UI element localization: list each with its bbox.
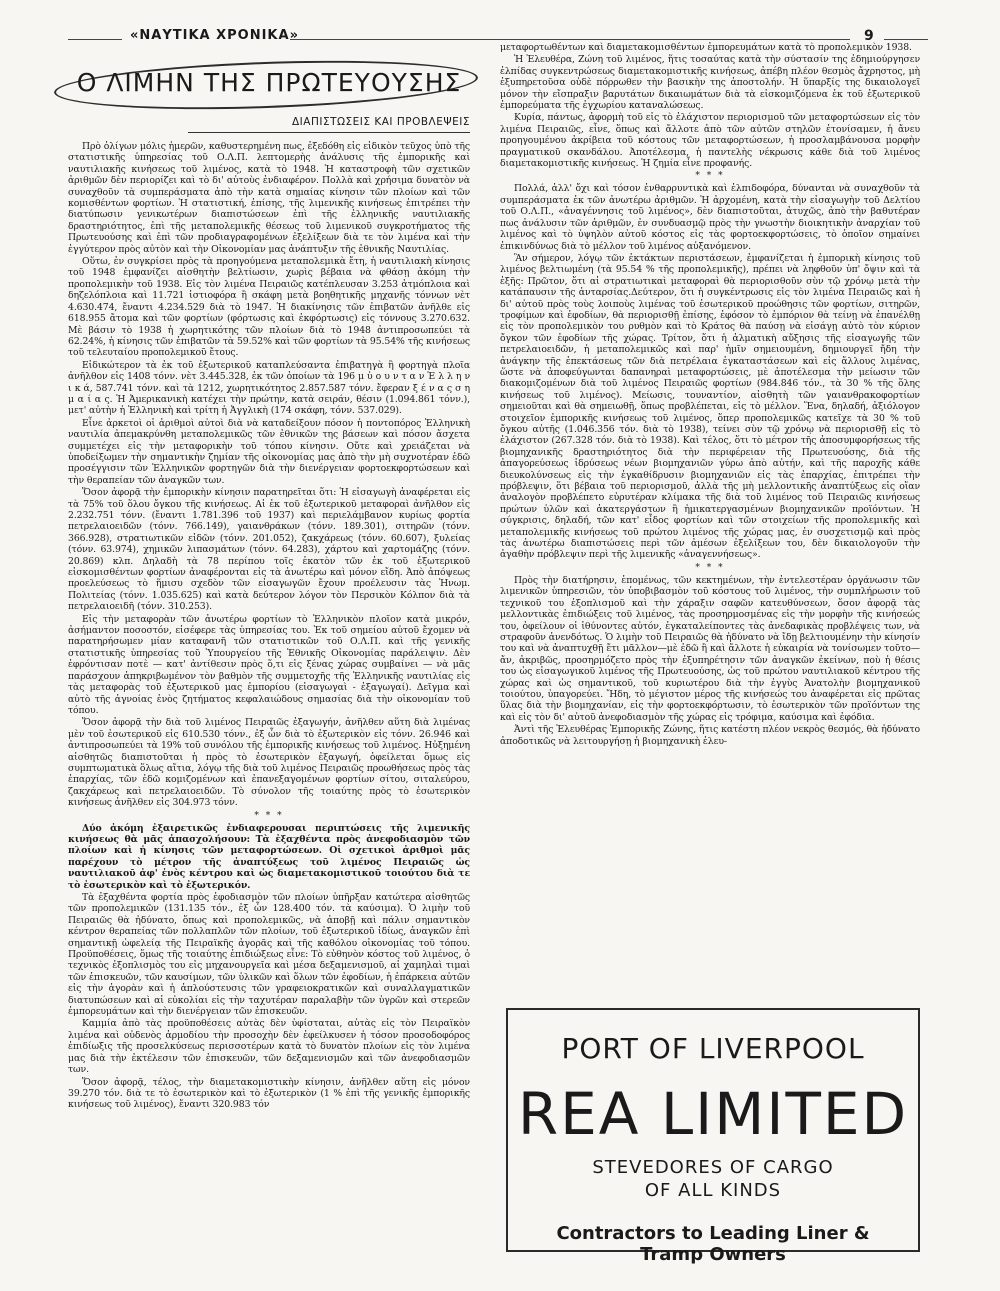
paragraph: Ἡ Ἐλευθέρα, Ζώνη τοῦ λιμένος, ἥτις τοσαύτας κατὰ τὴν σύστασίν της ἐδημιούργησεν ἐλπίδας συγκεντρώσεως διαμετακομιστικῆς κινήσεως, ἀπέβη πλέον θεσμὸς ἄχρηστος, μὴ ἐξυπηρετοῦσα οὐδὲ πόρρωθεν τὴν βασικὴν της ἀποστολήν. Ἡ ὕπαρξίς της δικαιολογεῖ μόνον τὴν εἴσπραξιν βαρυτάτων δικαιωμάτων διὰ τὰ εἰσκομιζόμενα ἐκ τοῦ ἐξωτερικοῦ ἐμπορεύματα τῆς ἐγχωρίου καταναλώσεως. bbox=[500, 54, 920, 112]
ad-company-name: REA LIMITED bbox=[517, 1080, 909, 1148]
left-column bbox=[68, 64, 470, 1112]
paragraph: Ὅσον ἀφορᾷ τὴν διὰ τοῦ λιμένος Πειραιῶς ἐξαγωγήν, ἀνῆλθεν αὕτη διὰ λιμένας μὲν τοῦ ἐσωτερικοῦ εἰς 610.530 τόνν., ἐξ ὧν διὰ τὸ ἐξωτερικὸν εἰς τόνν. 26.946 καὶ ἀντιπροσωπεύει τὰ 19% τοῦ συνόλου τῆς ἐμπορικῆς κινήσεως τοῦ λιμένος. Ηὐξημένη αἰσθητῶς διαπιστοῦται ἡ πρὸς τὸ ἐσωτερικὸν ἐξαγωγή, ὀφείλεται ὅμως εἰς συμπτωματικὰ ὅλως αἴτια, λόγῳ τῆς διὰ τοῦ λιμένος Πειραιῶς προωθήσεως πρὸς τὰς ἐπαρχίας, τῶν ἐδῶ κομιζομένων καὶ ἐπανεξαγομένων φορτίων σίτου, σιταλεύρου, ζακχάρεως καὶ πετρελαιοειδῶν. Τὸ σύνολον τῆς τοιαύτης πρὸς τὸ ἐσωτερικὸν κινήσεως ἀνῆλθεν εἰς 304.973 τόνν. bbox=[68, 717, 470, 809]
ad-service-line-1: STEVEDORES OF CARGO bbox=[592, 1157, 834, 1178]
paragraph: Οὕτω, ἐν συγκρίσει πρὸς τὰ προηγούμενα μεταπολεμικὰ ἔτη, ἡ ναυτιλιακὴ κίνησις τοῦ 1948 ἐμφανίζει αἰσθητὴν βελτίωσιν, χωρὶς βέβαια νὰ φθάσῃ ἀκόμη τὴν προπολεμικὴν τοῦ 1938. Εἰς τὸν λιμένα Πειραιῶς κατέπλευσαν 3.253 ἀτμόπλοια καὶ δηζελόπλοια καὶ 11.721 ἱστιοφόρα ἢ σκάφη μετὰ βοηθητικῆς μηχανῆς τόννων νὲτ 4.630.474, ἔναντι 4.234.529 διὰ τὸ 1947. Ἡ διακίνησις τῶν ἐπιβατῶν ἀνῆλθε εἰς 618.955 ἄτομα καὶ τῶν φορτίων (φόρτωσις καὶ ἐκφόρτωσις) εἰς τόννους 3.270.632. Μὲ βάσιν τὸ 1938 ἡ χωρητικότης τῶν πλοίων διὰ τὸ 1948 ἀντιπροσωπεύει τὰ 62.24%, ἡ κίνησις τῶν ἐπιβατῶν τὰ 59.52% καὶ τῶν φορτίων τὰ 95.54% τῆς κινήσεως τοῦ τελευταίου προπολεμικοῦ ἔτους. bbox=[68, 256, 470, 359]
article-subtitle: ΔΙΑΠΙΣΤΩΣΕΙΣ ΚΑΙ ΠΡΟΒΛΕΨΕΙΣ bbox=[291, 116, 470, 128]
ad-contractors bbox=[508, 1223, 918, 1265]
ad-service-line-2: OF ALL KINDS bbox=[644, 1180, 782, 1201]
paragraph: Εἰς τὴν μεταφορὰν τῶν ἀνωτέρω φορτίων τὸ Ἑλληνικὸν πλοῖον κατὰ μικρόν, ἀσήμαντον ποσοστόν, εἰσέφερε τὰς ὑπηρεσίας του. Ἐκ τοῦ σημείου αὐτοῦ ἔχομεν νὰ παρατηρήσωμεν μίαν καταφανῆ τῶν στατιστικῶν τοῦ Ο.Λ.Π. καὶ τῆς γενικῆς στατιστικῆς ὑπηρεσίας τοῦ Ὑπουργείου τῆς Ἐθνικῆς Οἰκονομίας παράλειψιν. Δὲν ἐφρόντισαν ποτὲ — κατ' ἀντίθεσιν πρὸς ὅ,τι εἰς ξένας χώρας συμβαίνει — νὰ μᾶς παράσχουν ἀπηκριβωμένον τὸν βαθμὸν τῆς συμμετοχῆς τῆς Ἑλληνικῆς ναυτιλίας εἰς τὰς μεταφορὰς τοῦ ἐξωτερικοῦ μας ἐμπορίου (εἰσαγωγαὶ - ἐξαγωγαί). Δεῖγμα καὶ αὐτὸ τῆς ἀγνοίας ἑνὸς ζητήματος κεφαλαιώδους σημασίας διὰ τὴν οἰκονομίαν τοῦ τόπου. bbox=[68, 613, 470, 716]
paragraph: Πρὸς τὴν διατήρησιν, ἑπομένως, τῶν κεκτημένων, τὴν ἐντελεστέραν ὀργάνωσιν τῶν λιμενικῶν ὑπηρεσιῶν, τὸν ὑποβιβασμὸν τοῦ κόστους τοῦ λιμένος, τὴν συμπλήρωσιν τοῦ τεχνικοῦ του ἐξοπλισμοῦ καὶ τὴν χάραξιν σαφῶν κατευθύνσεων, ὅσον ἀφορᾷ τὰς μελλοντικὰς ἐπιδιώξεις τοῦ λιμένος, τὰς προσηρμοσμένας εἰς τὴν μορφὴν τῆς κινήσεώς του, ὀφείλουν οἱ ἰθύνοντες αὐτόν, ἐγκαταλείποντες τὰς ἀνεδαφικὰς προβλέψεις των, νὰ στραφοῦν ἀνενδότως. Ὁ λιμὴν τοῦ Πειραιῶς θὰ ἠδύνατο νὰ ἴδῃ βελτιουμένην τὴν κίνησίν του καὶ νὰ ἀναπτυχθῇ ἔτι μᾶλλον—μὲ ἐδῶ ἢ καὶ ἄλλοτε ἡ εὐκαιρία νὰ τονίσωμεν τοῦτο—ἄν, ἀκριβῶς, προσηρμόζετο πρὸς τὴν ἐξυπηρέτησιν τῶν ἀναγκῶν ἐκείνων, ποὺ ἡ θέσις του ὡς εἰσαγωγικοῦ λιμένος τῆς Πρωτευούσης, ὡς τοῦ πρώτου ναυτιλιακοῦ κέντρου τῆς χώρας καὶ ὡς σημαντικοῦ, τοῦ κυριωτέρου διὰ τὴν ἐγγὺς Ἀνατολὴν βιομηχανικοῦ τοιούτου, ὑπαγορεύει. Ἤδη, τὸ μέγιστον μέρος τῆς κινήσεώς του ἀναφέρεται εἰς πρῶτας ὕλας διὰ τὴν βιομηχανίαν, εἰς τὴν φορτοεκφόρτωσιν, τὸ ἐσωτερικὸν τῶν προϊόντων της καὶ εἰς τὸν δι' αὐτοῦ ἀνεφοδιασμὸν τῆς χώρας εἰς τρόφιμα, καύσιμα καὶ ἐφόδια. bbox=[500, 574, 920, 723]
header-rule-left bbox=[68, 39, 122, 40]
header-rule-right bbox=[884, 39, 928, 40]
paragraph: Ὅσον ἀφορᾷ τὴν ἐμπορικὴν κίνησιν παρατηρεῖται ὅτι: Ἡ εἰσαγωγὴ ἀναφέρεται εἰς τὰ 75% τοῦ ὅλου ὄγκου τῆς κινήσεως. Αἱ ἐκ τοῦ ἐξωτερικοῦ μεταφοραὶ ἀνῆλθον εἰς 2.232.751 τόνν. (ἔναντι 1.781.396 τοῦ 1937) καὶ περιελάμβανον κυρίως φορτία πετρελαιοειδῶν (τόνν. 766.149), γαιανθράκων (τόνν. 189.301), σιτηρῶν (τόνν. 366.928), στρατιωτικῶν εἰδῶν (τόνν. 201.052), ζακχάρεως (τόνν. 60.607), ξυλείας (τόνν. 63.974), χημικῶν λιπασμάτων (τόνν. 64.283), χάρτου καὶ χαρτομάζης (τόνν. 20.869) κλπ. Δηλαδὴ τὰ 78 περίπου τοῖς ἑκατὸν τῶν ἐκ τοῦ ἐξωτερικοῦ εἰσκομισθέντων φορτίων ἀναφέρονται εἰς τὰ ἀνωτέρω καὶ μόνον εἴδη. Ἀπὸ ἀπόψεως προελεύσεως τὸ ἥμισυ σχεδὸν τῶν εἰσαγωγῶν ἔχουν προέλευσιν τὰς Ἡνωμ. Πολιτείας (τόνν. 1.035.625) καὶ κατὰ δεύτερον λόγον τὸν Περσικὸν Κόλπον διὰ τὰ πετρελαιοειδῆ (τόνν. 310.253). bbox=[68, 487, 470, 613]
rea-limited-advertisement bbox=[506, 1008, 920, 1265]
paragraph: Κυρία, πάντως, ἀφορμὴ τοῦ εἰς τὸ ἐλάχιστον περιορισμοῦ τῶν μεταφορτώσεων εἰς τὸν λιμένα Πειραιῶς, εἶνε, ὅπως καὶ ἄλλοτε ἀπὸ τῶν αὐτῶν στηλῶν ἐτονίσαμεν, ἡ ἄνευ προηγουμένου ἀκρίβεια τοῦ κόστους τῶν μεταφορτώσεων, ἡ προσλαμβάνουσα μορφὴν πραγματικοῦ σκανδάλου. Ἀποτέλεσμα, ἡ παντελὴς νέκρωσις κάθε διὰ τοῦ λιμένος διαμετακομιστικῆς κινήσεως. Ἡ ζημία εἶνε προφανής. bbox=[500, 112, 920, 170]
paragraph: Τὰ ἐξαχθέντα φορτία πρὸς ἐφοδιασμὸν τῶν πλοίων ὑπῆρξαν κατώτερα αἰσθητῶς τῶν προπολεμικῶν (131.135 τόν., ἐξ ὧν 128.400 τόν. τὰ καύσιμα). Ὁ λιμὴν τοῦ Πειραιῶς θὰ ἠδύνατο, ὅπως καὶ προπολεμικῶς, νὰ ἀποβῇ καὶ πάλιν σημαντικὸν κέντρον θεραπείας τῶν πολλαπλῶν τῶν πλοίων, τοῦ ἐξωτερικοῦ ἰδίως, ἀναγκῶν ἐπὶ σημαντικῇ ὠφελείᾳ τῆς Πειραϊκῆς ἀγορᾶς καὶ τῆς καθόλου οἰκονομίας τοῦ τόπου. Προϋποθέσεις, ὅμως τῆς τοιαύτης ἐπιδιώξεως εἶνε: Τὸ εὐθηνὸν κόστος τοῦ λιμένος, ὁ τεχνικὸς ἐξοπλισμὸς του εἰς μηχανουργεῖα καὶ μέσα δεξαμενισμοῦ, αἱ χαμηλαὶ τιμαὶ τῶν ἐπισκευῶν, τῶν καυσίμων, τῶν ὑλικῶν καὶ ὅλων τῶν ἐφοδίων, ἡ ἐπάρκεια αὐτῶν εἰς τὴν ἀγορὰν καὶ ἡ ἀπλούστευσις τῶν γραφειοκρατικῶν καὶ συναλλαγματικῶν διατυπώσεων καὶ αἱ εὐκολίαι εἰς τὴν ταχυτέραν παραλαβὴν τῶν ὑγρῶν καὶ στερεῶν ἐμπορευμάτων καὶ τὴν διενέργειαν τῶν ἐπισκευῶν. bbox=[68, 892, 470, 1018]
ad-port: PORT OF LIVERPOOL bbox=[561, 1032, 865, 1065]
paragraph: Δύο ἀκόμη ἐξαιρετικῶς ἐνδιαφερουσαι περιπτώσεις τῆς λιμενικῆς κινήσεως θὰ μᾶς ἀπασχολήσουν: Τὰ ἐξαχθέντα πρὸς ἀνεφοδιασμὸν τῶν πλοίων καὶ ἡ κίνησις τῶν μεταφορτώσεων. Οἱ σχετικοὶ ἀριθμοὶ μᾶς παρέχουν τὸ μέτρον τῆς ἀναπτύξεως τοῦ λιμένος Πειραιῶς ὡς ναυτιλιακοῦ ἀφ' ἑνὸς κέντρου καὶ ὡς διαμετακομιστικοῦ τοιούτου διὰ τε τὸ ἐσωτερικὸν καὶ τὸ ἐξωτερικόν. bbox=[68, 822, 470, 891]
header-rule-middle bbox=[290, 39, 850, 40]
page-number: 9 bbox=[864, 28, 874, 44]
paragraph: μεταφορτωθέντων καὶ διαμετακομισθέντων ἐμπορευμάτων κατὰ τὸ προπολεμικὸν 1938. bbox=[500, 42, 912, 53]
paragraph: Εἶνε ἀρκετοὶ οἱ ἀριθμοὶ αὐτοὶ διὰ νὰ καταδείξουν πόσον ἡ ποντοπόρος Ἑλληνικὴ ναυτιλία ἀπεμακρύνθη μεταπολεμικῶς τῶν ἐθνικῶν της βάσεων καὶ πόσον ἄσχετα συμμετέχει εἰς τὴν μεταφορικὴν τοῦ τόπου κίνησιν. Οὔτε καὶ χρειάζεται νὰ ὑποδείξωμεν τὴν σημαντικὴν ζημίαν τῆς οἰκονομίας μας ἀπὸ τὴν μὴ συχνοτέραν ἐδῶ προσέγγισιν τῶν Ἑλληνικῶν φορτηγῶν διὰ τὴν διενέργειαν φορτοεκφορτώσεων καὶ τὴν θεραπείαν τῶν ἀναγκῶν των. bbox=[68, 417, 470, 486]
paragraph: Ἀντὶ τῆς Ἐλευθέρας Ἐμπορικῆς Ζώνης, ἥτις κατέστη πλέον νεκρὸς θεσμός, θὰ ἠδύνατο ἀποδοτικῶς νὰ λειτουργήσῃ ἡ βιομηχανικὴ ἐλευ- bbox=[500, 724, 920, 747]
subtitle-rule bbox=[188, 132, 470, 133]
paragraph: Πολλά, ἀλλ' ὄχι καὶ τόσον ἐνθαρρυντικὰ καὶ ἐλπιδοφόρα, δύνανται νὰ συναχθοῦν τὰ συμπεράσματα ἐκ τῶν ἀνωτέρω ἀριθμῶν. Ἡ ἀρχομένη, κατὰ τὴν εἰσαγωγὴν τοῦ Δελτίου τοῦ Ο.Λ.Π., «ἀναγέννησις τοῦ λιμένος», δὲν διαπιστοῦται, ἀτυχῶς, ἀπὸ τὴν βαθυτέραν πως ἀνάλυσιν τῶν ἀριθμῶν, ἐν συνδυασμῷ πρὸς τὴν γνωστὴν διοικητικὴν ἀναρχίαν τοῦ λιμένος καὶ τὸ ὑψηλὸν αὐτοῦ κόστος εἰς τὰς φορτοεκφορτώσεις, τὸ ὁποῖον σημαίνει ἐπικινδύνως διὰ τὸ μέλλον τοῦ λιμένος αὐξανόμενον. bbox=[500, 183, 920, 252]
paragraph: Πρὸ ὀλίγων μόλις ἡμερῶν, καθυστερημένη πως, ἐξεδόθη εἰς εἰδικὸν τεῦχος ὑπὸ τῆς στατιστικῆς ὑπηρεσίας τοῦ Ο.Λ.Π. λεπτομερὴς ἀνάλυσις τῆς ἐμπορικῆς καὶ ναυτιλιακῆς κινήσεως τοῦ λιμένος, κατὰ τὸ 1948. Ἡ καταστροφὴ τῶν σχετικῶν ἀριθμῶν δὲν περιορίζει καὶ τὸ δι' αὐτοὺς ἐνδιαφέρον. Πολλὰ καὶ χρήσιμα δυνατὸν νὰ συναχθοῦν τὰ συμπεράσματα ἀπὸ τὴν κατὰ σημαίας κίνησιν τῶν πλοίων καὶ τῶν κομισθέντων φορτίων. Ἡ στατιστική, ἐπίσης, τῆς λιμενικῆς κινήσεως ἐπιτρέπει τὴν διατύπωσιν γενικωτέρων διαπιστώσεων ἐπὶ τῆς ἑλληνικῆς ναυτιλιακῆς δραστηριότητος, ἐπὶ τῆς μεταπολεμικῆς θέσεως τοῦ λιμενικοῦ συγκροτήματος τῆς Πρωτευούσης καὶ ἐπὶ τῶν προδιαγραφομένων ἐξελίξεων διὰ τε τὸν λιμένα καὶ τὴν ἐγγύτερον πρὸς αὐτὸν καὶ τὴν Οἰκονομίαν μας ἀνάπτυξιν τῆς ἐθνικῆς Ναυτιλίας. bbox=[68, 141, 470, 255]
article-title-block bbox=[68, 64, 470, 114]
ad-contractors-line-1: Contractors to Leading Liner & bbox=[556, 1223, 870, 1244]
section-separator: * * * bbox=[254, 810, 284, 821]
magazine-title: «ΝΑΥΤΙΚΑ ΧΡΟΝΙΚΑ» bbox=[130, 28, 299, 43]
ad-contractors-line-2: Tramp Owners bbox=[640, 1244, 786, 1265]
paragraph: Καμμία ἀπὸ τὰς προϋποθέσεις αὐτὰς δὲν ὑφίσταται, αὐτὰς εἰς τὸν Πειραϊκὸν λιμένα καὶ οὐδενὸς ἁρμοδίου τὴν προσοχὴν δὲν ἐφείλκυσεν ἡ τόσον προσοδοφόρος ἐπιδίωξις τῆς προσελκύσεως περισσοτέρων κατὰ τὸ δυνατὸν πλοίων εἰς τὸν λιμένα μας διὰ τὴν ἐκτέλεσιν τῶν ἐπισκευῶν, τῶν δεξαμενισμῶν καὶ τῶν ἀνεφοδιασμῶν των. bbox=[68, 1018, 470, 1076]
paragraph: Ὅσον ἀφορᾷ, τέλος, τὴν διαμετακομιστικὴν κίνησιν, ἀνῆλθεν αὕτη εἰς μόνον 39.270 τόν. διὰ τε τὸ ἐσωτερικὸν καὶ τὸ ἐξωτερικὸν (1 % ἐπὶ τῆς γενικῆς ἐμπορικῆς κινήσεως τοῦ λιμένος), ἔναντι 320.983 τόν bbox=[68, 1076, 470, 1111]
section-separator: * * * bbox=[695, 171, 725, 182]
paragraph: Ἂν σήμερον, λόγῳ τῶν ἐκτάκτων περιστάσεων, ἐμφανίζεται ἡ ἐμπορικὴ κίνησις τοῦ λιμένος βελτιωμένη (τὰ 95.54 % τῆς προπολεμικῆς), πρέπει νὰ ληφθοῦν ὑπ' ὄψιν καὶ τὰ ἑξῆς: Πρῶτον, ὅτι αἱ στρατιωτικαὶ μεταφοραὶ θὰ περιορισθοῦν σὺν τῷ χρόνῳ μετὰ τὴν κατάπαυσιν τῆς ἀνταρσίας.Δεύτερον, ὅτι ἡ συγκέντρωσις εἰς τὸν λιμένα Πειραιῶς καὶ ἡ δι' αὐτοῦ πρὸς τοὺς λοιποὺς λιμένας τοῦ ἐσωτερικοῦ προώθησις τῶν φορτίων, σιτηρῶν, τροφίμων καὶ ἐφοδίων, θὰ περιορισθῇ ἐπίσης, ἐφόσον τὸ ἐμπόριον θὰ τείνῃ νὰ ἐπανέλθῃ εἰς τὸν προπολεμικὸν του ρυθμὸν καὶ τὸ Κράτος θὰ παύσῃ νὰ εἰσάγῃ αὐτὸ τὸν κύριον ὄγκον τῶν ἐφοδίων τῆς χώρας. Τρίτον, ὅτι ἡ ἀλματικὴ αὔξησις τῆς εἰσαγωγῆς τῶν πετρελαιοειδῶν, ἡ μεταπολεμικῶς καὶ παρ' ἡμῖν σημειουμένη, δημιουργεῖ ἤδη τὴν ἀνάγκην τῆς ἐπεκτάσεως τῶν διὰ πετρέλαια ἐγκαταστάσεων καὶ εἰς ἄλλους λιμένας, ὥστε νὰ ἀποφεύγωνται δαπανηραὶ μεταφορτώσεις, μὲ ἀποτέλεσμα τὴν μείωσιν τῶν διακομιζομένων διὰ τοῦ λιμένος Πειραιῶς φορτίων (984.846 τόν., τὰ 30 % τῆς ὅλης κινήσεως τοῦ λιμένος). Μείωσις, τουναντίον, αἰσθητὴ τῶν γαιανθρακοφορτίων σημειοῦται καὶ θὰ σημειωθῇ, ὅπως προβλέπεται, εἰς τὸ μέλλον. Ἕνα, δηλαδή, ἀξιόλογον στοιχεῖον ἐμπορικῆς κινήσεως τοῦ λιμένος, ὅπερ προπολεμικῶς κατεῖχε τὰ 30 % τοῦ ὄγκου αὐτῆς (1.046.356 τόν. διὰ τὸ 1938), τείνει σὺν τῷ χρόνῳ νὰ περιορισθῇ εἰς τὸ ἐλάχιστον (267.328 τόν. διὰ τὸ 1938). Καὶ τέλος, ὅτι τὸ μέτρον τῆς ἀποσυμφορήσεως τῆς βιομηχανικῆς δραστηριότητος διὰ τὴν περιφέρειαν τῆς Πρωτευούσης, διὰ τῆς ἀπαγορεύσεως ἱδρύσεως νέων βιομηχανιῶν γύρω ἀπὸ αὐτήν, καὶ τῆς παροχῆς κάθε διευκολύνσεως εἰς τὴν ἐγκαθίδρυσιν βιομηχανιῶν εἰς τὰς ἐπαρχίας, ἐπιτρέπει τὴν πρόβλεψιν, ὅτι βέβαια τοῦ περιορισμοῦ, ἀλλὰ τῆς μὴ μελλοντικῆς ἀναπτύξεως εἰς οἵαν ἀναλογὸν προβλέπετο εὐρυτέραν κλίμακα τῆς διὰ τοῦ λιμένος τοῦ Πειραιῶς κινήσεως πρώτων ὑλῶν καὶ ἀκατεργάστων ἢ ἡμικατεργασμένων βιομηχανικῶν προϊόντων. Ἡ σύγκρισις, δηλαδή, τῶν κατ' εἶδος φορτίων καὶ τῶν στοιχείων τῆς προπολεμικῆς καὶ μεταπολεμικῆς κινήσεως τοῦ πρώτου λιμένος τῆς χώρας μας, ἐν συσχετισμῷ καὶ πρὸς τὰς ἀνωτέρω διαπιστώσεις περὶ τῶν ἀμέσων ἐξελίξεων του, δὲν δικαιολογοῦν τὴν ἀγαθὴν πρόβλεψιν περὶ τῆς λιμενικῆς «ἀναγεννήσεως». bbox=[500, 252, 920, 561]
paragraph: Εἰδικώτερον τὰ ἐκ τοῦ ἐξωτερικοῦ καταπλεύσαντα ἐπιβατηγὰ ἢ φορτηγὰ πλοῖα ἀνῆλθον εἰς 1408 τόνν. νὲτ 3.445.328, ἐκ τῶν ὁποίων τὰ 196 μ ὑ ο υ ν τ α ν Ἑ λ λ η ν ι κ ά, 587.741 τόνν. καὶ τὰ 1212, χωρητικότητος 2.857.587 τόνν. ἔφεραν ξ έ ν α ς σ η μ α ί α ς. Ἡ Ἀμερικανικὴ κατέχει τὴν πρώτην, κατὰ σειράν, θέσιν (1.094.861 τόνν.), μετ' αὐτὴν ἡ Ἑλληνικὴ καὶ τρίτη ἡ Ἀγγλικὴ (174 σκάφη, τόνν. 537.029). bbox=[68, 359, 470, 417]
right-column bbox=[500, 42, 920, 748]
article-title: Ο ΛΙΜΗΝ ΤΗΣ ΠΡΩΤΕΥΟΥΣΗΣ bbox=[76, 68, 462, 97]
section-separator: * * * bbox=[695, 562, 725, 573]
